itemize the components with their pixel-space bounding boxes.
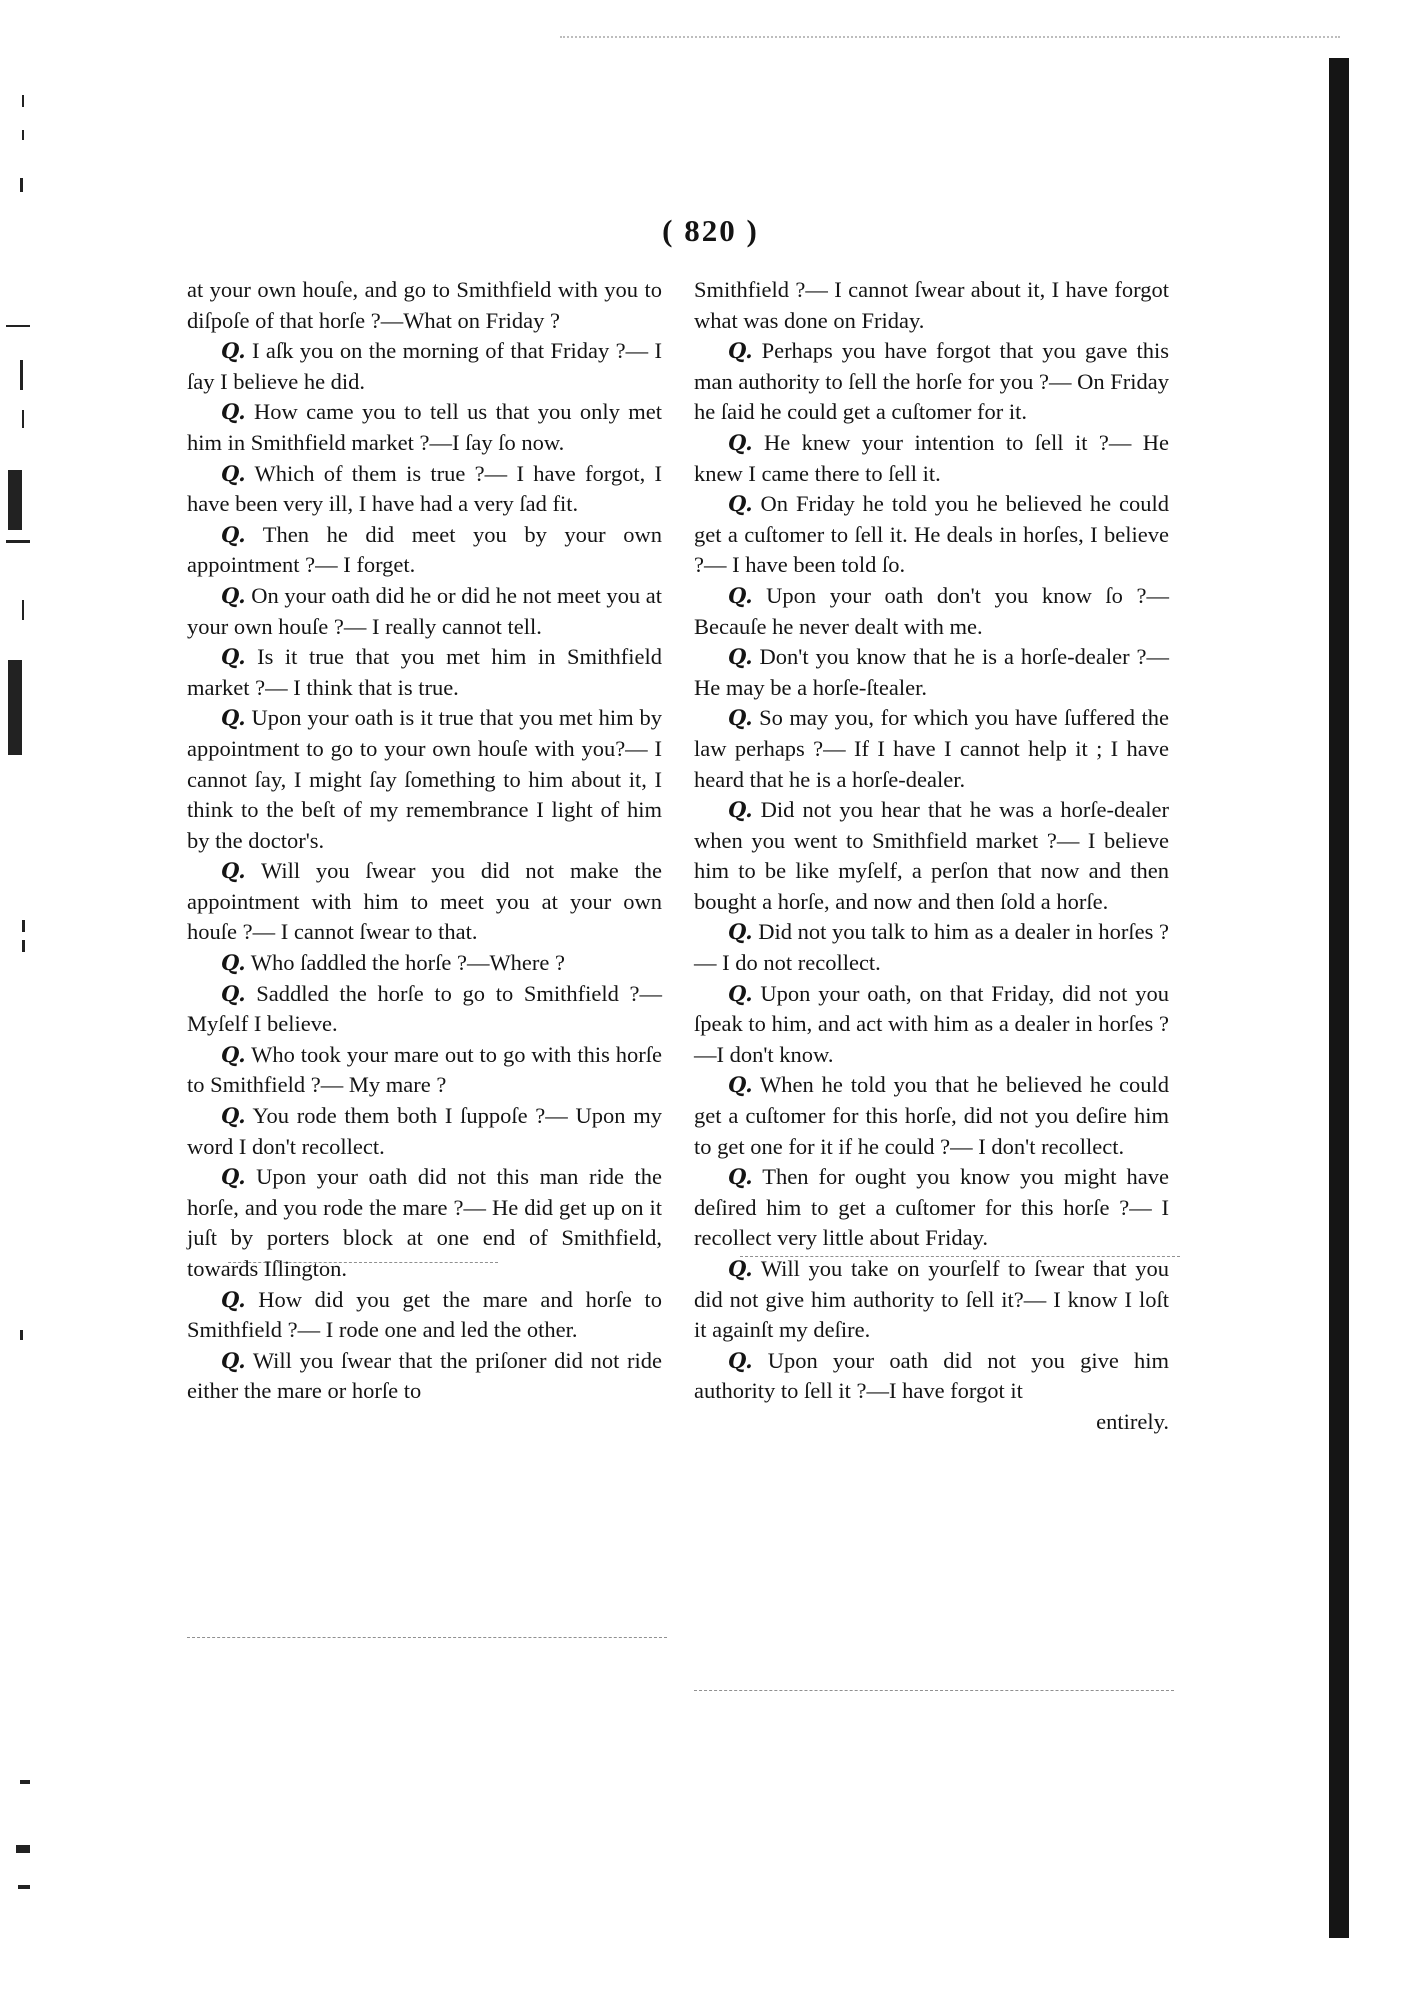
scan-noise-top [560, 36, 1340, 52]
qa-text: Will you ſwear that the priſoner did not ride either the mare or horſe to [187, 1347, 662, 1404]
q-mark-glyph: Q. [221, 644, 246, 670]
question-answer-paragraph [694, 489, 1169, 581]
page-number: ( 820 ) [662, 213, 759, 248]
question-answer-paragraph [187, 1040, 662, 1101]
q-mark-glyph: Q. [221, 950, 246, 976]
q-mark-glyph: Q. [221, 858, 246, 884]
qa-text: So may you, for which you have ſuffered the law perhaps ?— If I have I cannot help it ; I have heard that he is a horſe-dealer. [694, 705, 1170, 792]
left-text-column [187, 275, 662, 1407]
qa-text: Will you ſwear you did not make the appointment with him to meet you at your own houſe ?— I cannot ſwear to that. [187, 858, 662, 945]
left-edge-scan-marks [0, 0, 40, 2000]
qa-text: Then for ought you know you might have deſired him to get a cuſtomer for this horſe ?— I recollect very little about Friday. [694, 1164, 1170, 1251]
q-mark-glyph: Q. [221, 521, 246, 547]
q-mark-glyph: Q. [728, 919, 753, 945]
question-answer-paragraph [694, 1254, 1169, 1346]
paragraph-continuation: Smithfield ?— I cannot ſwear about it, I have forgot what was done on Friday. [694, 277, 1169, 333]
question-answer-paragraph [694, 336, 1169, 428]
column-end-word: entirely. [1096, 1408, 1169, 1434]
question-answer-paragraph [694, 703, 1169, 795]
q-mark-glyph: Q. [221, 705, 246, 731]
q-mark-glyph: Q. [728, 797, 753, 823]
question-answer-paragraph [187, 642, 662, 703]
binding-shadow-bar [1329, 58, 1349, 1938]
q-mark-glyph: Q. [221, 1164, 246, 1190]
qa-text: Upon your oath is it true that you met him by appointment to go to your own houſe with you?— I cannot ſay, I might ſay ſomething to him about it, I think to the beſt of my remembrance I light of him by the doctor's. [187, 705, 663, 853]
qa-text: Saddled the horſe to go to Smithfield ?— Myſelf I believe. [187, 980, 662, 1037]
q-mark-glyph: Q. [728, 1347, 753, 1373]
scan-rule-left-bottom [187, 1637, 667, 1638]
question-answer-paragraph [187, 1346, 662, 1407]
q-mark-glyph: Q. [728, 1164, 753, 1190]
question-answer-paragraph [694, 428, 1169, 489]
qa-text: Who ſaddled the horſe ?—Where ? [250, 950, 566, 976]
scan-rule-right-bottom [694, 1690, 1174, 1691]
q-mark-glyph: Q. [221, 582, 246, 608]
question-answer-paragraph [187, 856, 662, 948]
q-mark-glyph: Q. [221, 1286, 246, 1312]
qa-text: You rode them both I ſuppoſe ?— Upon my word I don't recollect. [187, 1103, 663, 1159]
paragraph-continuation: at your own houſe, and go to Smithfield with you to diſpoſe of that horſe ?—What on Friday ? [187, 277, 662, 333]
qa-text: On Friday he told you he believed he could get a cuſtomer to ſell it. He deals in horſes, I believe ?— I have been told ſo. [694, 491, 1170, 578]
scan-rule-right [740, 1256, 1180, 1257]
qa-text: Then he did meet you by your own appointment ?— I forget. [187, 521, 663, 578]
right-text-column [694, 275, 1169, 1438]
question-answer-paragraph [694, 581, 1169, 642]
question-answer-paragraph [694, 795, 1169, 917]
question-answer-paragraph [187, 520, 662, 581]
question-answer-paragraph [694, 1346, 1169, 1407]
question-answer-paragraph [694, 642, 1169, 703]
q-mark-glyph: Q. [728, 429, 753, 455]
question-answer-paragraph [187, 1162, 662, 1284]
question-answer-paragraph [187, 948, 662, 979]
qa-text: Upon your oath, on that Friday, did not you ſpeak to him, and act with him as a dealer in horſes ?—I don't know. [694, 980, 1169, 1067]
qa-text: He knew your intention to ſell it ?— He knew I came there to ſell it. [694, 429, 1170, 486]
question-answer-paragraph [187, 1101, 662, 1162]
q-mark-glyph: Q. [728, 644, 753, 670]
qa-text: Will you take on yourſelf to ſwear that you did not give him authority to ſell it?— I know I loſt it againſt my deſire. [694, 1256, 1170, 1343]
qa-text: When he told you that he believed he could get a cuſtomer for this horſe, did not you deſire him to get one for it if he could ?— I don't recollect. [694, 1072, 1170, 1159]
q-mark-glyph: Q. [728, 491, 753, 517]
question-answer-paragraph [187, 979, 662, 1040]
qa-text: How came you to tell us that you only met him in Smithfield market ?—I ſay ſo now. [187, 399, 663, 455]
qa-text: Upon your oath did not this man ride the horſe, and you rode the mare ?— He did get up on it juſt by porters block at one end of Smithfield, towards Iſlington. [187, 1164, 663, 1281]
q-mark-glyph: Q. [221, 338, 246, 364]
scan-rule-left [228, 1262, 498, 1263]
q-mark-glyph: Q. [728, 338, 753, 364]
q-mark-glyph: Q. [221, 399, 246, 425]
question-answer-paragraph [187, 703, 662, 856]
qa-text: Who took your mare out to go with this horſe to Smithfield ?— My mare ? [187, 1041, 663, 1098]
qa-text: How did you get the mare and horſe to Smithfield ?— I rode one and led the other. [187, 1286, 662, 1343]
question-answer-paragraph [187, 459, 662, 520]
q-mark-glyph: Q. [728, 980, 753, 1006]
q-mark-glyph: Q. [221, 1041, 246, 1067]
qa-text: Don't you know that he is a horſe-dealer ?— He may be a horſe-ſtealer. [694, 644, 1170, 700]
q-mark-glyph: Q. [728, 705, 753, 731]
qa-text: On your oath did he or did he not meet you at your own houſe ?— I really cannot tell. [187, 582, 662, 639]
qa-text: Perhaps you have forgot that you gave this man authority to ſell the horſe for you ?— On Friday he ſaid he could get a cuſtomer for it. [694, 338, 1170, 425]
qa-text: I aſk you on the morning of that Friday ?— I ſay I believe he did. [187, 338, 662, 394]
question-answer-paragraph [187, 397, 662, 458]
qa-text: Did not you talk to him as a dealer in horſes ?— I do not recollect. [694, 919, 1170, 976]
q-mark-glyph: Q. [221, 1103, 246, 1129]
question-answer-paragraph [694, 1162, 1169, 1254]
question-answer-paragraph [694, 917, 1169, 978]
q-mark-glyph: Q. [728, 1072, 753, 1098]
qa-text: Did not you hear that he was a horſe-dealer when you went to Smithfield market ?— I believe him to be like myſelf, a perſon that now and then bought a horſe, and now and then ſold a horſe. [694, 797, 1169, 914]
q-mark-glyph: Q. [728, 582, 753, 608]
question-answer-paragraph [187, 336, 662, 397]
question-answer-paragraph [187, 1285, 662, 1346]
q-mark-glyph: Q. [728, 1256, 753, 1281]
qa-text: Which of them is true ?— I have forgot, I have been very ill, I have had a very ſad fit. [187, 460, 662, 517]
qa-text: Is it true that you met him in Smithfield market ?— I think that is true. [187, 644, 663, 700]
q-mark-glyph: Q. [221, 1347, 246, 1373]
qa-text: Upon your oath did not you give him authority to ſell it ?—I have forgot it [694, 1347, 1169, 1404]
q-mark-glyph: Q. [221, 980, 246, 1006]
question-answer-paragraph [187, 581, 662, 642]
question-answer-paragraph [694, 1070, 1169, 1162]
question-answer-paragraph [694, 979, 1169, 1071]
qa-text: Upon your oath don't you know ſo ?— Becauſe he never dealt with me. [694, 582, 1170, 639]
q-mark-glyph: Q. [221, 460, 246, 486]
